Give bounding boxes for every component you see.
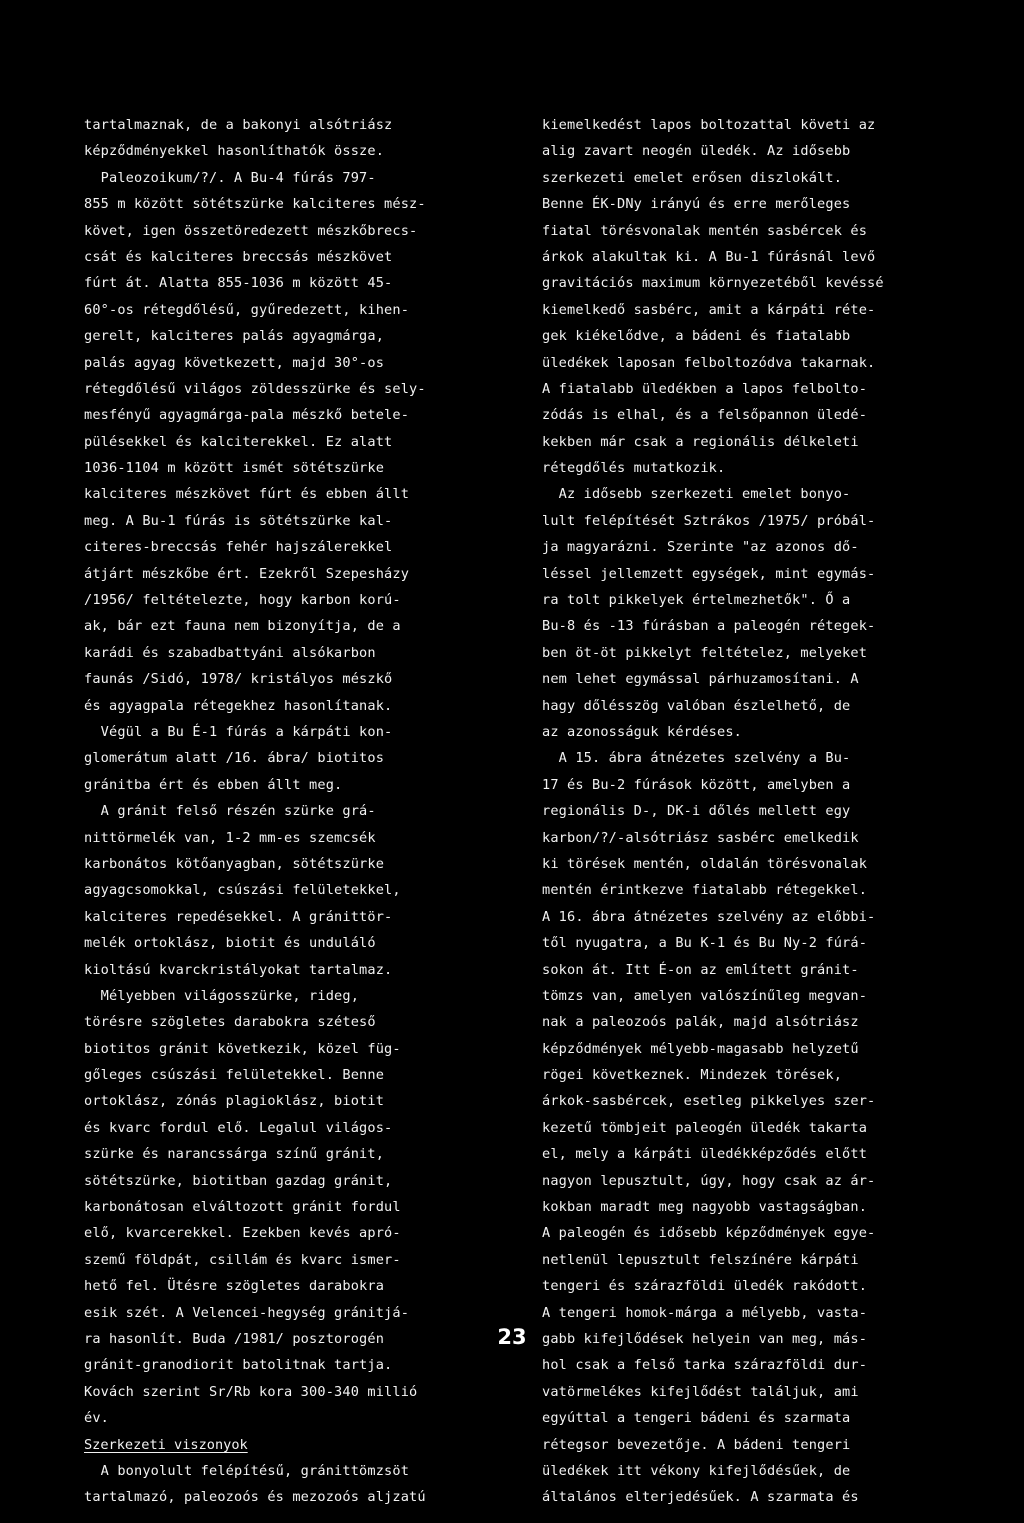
text-line: meg. A Bu-1 fúrás is sötétszürke kal-: [84, 512, 393, 529]
text-line: vatörmelékes kifejlődést találjuk, ami: [542, 1383, 859, 1400]
text-line: kalciteres repedésekkel. A gránittör-: [84, 908, 393, 925]
text-line: citeres-breccsás fehér hajszálerekkel: [84, 539, 393, 556]
text-line: nittörmelék van, 1-2 mm-es szemcsék: [84, 829, 376, 846]
text-line: ra tolt pikkelyek értelmezhetők". Ő a: [542, 592, 851, 609]
text-line: rétegdőlés mutatkozik.: [542, 460, 726, 477]
text-line: A bonyolult felépítésű, gránittömzsöt: [84, 1462, 410, 1479]
text-line: palás agyag következett, majd 30°-os: [84, 354, 385, 371]
text-line: el, mely a kárpáti üledékképződés előtt: [542, 1146, 868, 1163]
text-line: sötétszürke, biotitban gazdag gránit,: [84, 1172, 393, 1189]
text-line: hető fel. Ütésre szögletes darabokra: [84, 1278, 385, 1295]
text-line: A tengeri homok-márga a mélyebb, vasta-: [542, 1304, 868, 1321]
text-line: rétegsor bevezetője. A bádeni tengeri: [542, 1436, 851, 1453]
text-line: karádi és szabadbattyáni alsókarbon: [84, 644, 376, 661]
text-line: léssel jellemzett egységek, mint egymás-: [542, 565, 876, 582]
text-line: nem lehet egymással párhuzamosítani. A: [542, 671, 859, 688]
text-line: sokon át. Itt É-on az említett gránit-: [542, 961, 859, 978]
text-line: biotitos gránit következik, közel füg-: [84, 1040, 401, 1057]
text-line: zódás is elhal, és a felsőpannon üledé-: [542, 407, 868, 424]
text-line: ben öt-öt pikkelyt feltételez, melyeket: [542, 644, 868, 661]
text-line: A fiatalabb üledékben a lapos felbolto-: [542, 380, 868, 397]
text-line: A gránit felső részén szürke grá-: [84, 803, 376, 820]
text-line: tartalmaznak, de a bakonyi alsótriász: [84, 117, 393, 133]
text-line: kioltású kvarckristályokat tartalmaz.: [84, 961, 393, 978]
text-line: nagyon lepusztult, úgy, hogy csak az ár-: [542, 1172, 876, 1189]
text-line: regionális D-, DK-i dőlés mellett egy: [542, 803, 851, 820]
text-line: kiemelkedést lapos boltozattal követi az: [542, 117, 876, 133]
text-line: alig zavart neogén üledék. Az idősebb: [542, 143, 851, 160]
text-line: 855 m között sötétszürke kalciteres mész-: [84, 196, 426, 213]
text-line: szürke és narancssárga színű gránit,: [84, 1146, 385, 1163]
text-line: kezetű tömbjeit paleogén üledék takarta: [542, 1119, 868, 1136]
text-line: tengeri és szárazföldi üledék rakódott.: [542, 1278, 868, 1295]
text-line: csát és kalciteres breccsás mészkövet: [84, 248, 393, 265]
text-line: /1956/ feltételezte, hogy karbon korú-: [84, 592, 401, 609]
text-line: Benne ÉK-DNy irányú és erre merőleges: [542, 196, 851, 213]
text-line: agyagcsomokkal, csúszási felületekkel,: [84, 882, 401, 899]
page-number: 23: [497, 1325, 527, 1349]
text-line: általános elterjedésűek. A szarmata és: [542, 1489, 859, 1506]
text-line: képződményekkel hasonlíthatók össze.: [84, 143, 385, 160]
text-line: hol csak a felső tarka szárazföldi dur-: [542, 1357, 868, 1374]
text-line: kalciteres mészkövet fúrt és ebben állt: [84, 486, 410, 503]
text-line: A 15. ábra átnézetes szelvény a Bu-: [542, 750, 851, 767]
left-text-column: [84, 112, 502, 1511]
text-line: Bu-8 és -13 fúrásban a paleogén rétegek-: [542, 618, 876, 635]
text-line: szerkezeti emelet erősen diszlokált.: [542, 169, 843, 186]
text-line: gek kiékelődve, a bádeni és fiatalabb: [542, 328, 851, 345]
text-line: faunás /Sidó, 1978/ kristályos mészkő: [84, 671, 393, 688]
text-line: től nyugatra, a Bu K-1 és Bu Ny-2 fúrá-: [542, 935, 868, 952]
text-line: az azonosságuk kérdéses.: [542, 723, 743, 740]
text-line: képződmények mélyebb-magasabb helyzetű: [542, 1040, 859, 1057]
text-line: netlenül lepusztult felszínére kárpáti: [542, 1251, 859, 1268]
text-line: törésre szögletes darabokra széteső: [84, 1014, 376, 1031]
text-line: 60°-os rétegdőlésű, gyűredezett, kihen-: [84, 301, 410, 318]
text-line: ortoklász, zónás plagioklász, biotit: [84, 1093, 385, 1110]
text-line: pülésekkel és kalciterekkel. Ez alatt: [84, 433, 393, 450]
text-line: üledékek laposan felboltozódva takarnak.: [542, 354, 876, 371]
text-line: karbon/?/-alsótriász sasbérc emelkedik: [542, 829, 859, 846]
text-line: kiemelkedő sasbérc, amit a kárpáti réte-: [542, 301, 876, 318]
text-line: év.: [84, 1410, 110, 1427]
text-line: glomerátum alatt /16. ábra/ biotitos: [84, 750, 385, 767]
text-line: fiatal törésvonalak mentén sasbércek és: [542, 222, 868, 239]
text-line: árkok alakultak ki. A Bu-1 fúrásnál levő: [542, 248, 876, 265]
text-line: Paleozoikum/?/. A Bu-4 fúrás 797-: [84, 169, 376, 186]
right-text-column: [542, 112, 942, 1511]
text-line: mentén érintkezve fiatalabb rétegekkel.: [542, 882, 868, 899]
text-line: és kvarc fordul elő. Legalul világos-: [84, 1119, 393, 1136]
text-line: elő, kvarcerekkel. Ezekben kevés apró-: [84, 1225, 401, 1242]
text-line: tömzs van, amelyen valószínűleg megvan-: [542, 987, 868, 1004]
text-line: gőleges csúszási felületekkel. Benne: [84, 1067, 385, 1084]
text-line: hagy dőlésszög valóban észlelhető, de: [542, 697, 851, 714]
text-line: karbonátos kötőanyagban, sötétszürke: [84, 855, 385, 872]
text-line: 1036-1104 m között ismét sötétszürke: [84, 460, 385, 477]
text-line: gránitba ért és ebben állt meg.: [84, 776, 343, 793]
text-line: kekben már csak a regionális délkeleti: [542, 433, 859, 450]
text-line: kokban maradt meg nagyobb vastagságban.: [542, 1199, 868, 1216]
text-line: gravitációs maximum környezetéből kevéssé: [542, 275, 884, 292]
text-line: gabb kifejlődések helyein van meg, más-: [542, 1330, 868, 1347]
text-line: tartalmazó, paleozoós és mezozoós aljzatú: [84, 1489, 426, 1506]
text-line: ak, bár ezt fauna nem bizonyítja, de a: [84, 618, 401, 635]
text-line: ki törések mentén, oldalán törésvonalak: [542, 855, 868, 872]
text-line: gránit-granodiorit batolitnak tartja.: [84, 1357, 393, 1374]
text-line: A 16. ábra átnézetes szelvény az előbbi-: [542, 908, 876, 925]
section-heading: Szerkezeti viszonyok: [84, 1436, 248, 1453]
text-line: karbonátosan elváltozott gránit fordul: [84, 1199, 401, 1216]
text-line: Végül a Bu É-1 fúrás a kárpáti kon-: [84, 723, 393, 740]
text-line: Kovách szerint Sr/Rb kora 300-340 millió: [84, 1383, 418, 1400]
text-line: ja magyarázni. Szerinte "az azonos dő-: [542, 539, 859, 556]
text-line: nak a paleozoós palák, majd alsótriász: [542, 1014, 859, 1031]
text-line: szemű földpát, csillám és kvarc ismer-: [84, 1251, 401, 1268]
text-line: egyúttal a tengeri bádeni és szarmata: [542, 1410, 851, 1427]
text-line: A paleogén és idősebb képződmények egye-: [542, 1225, 876, 1242]
text-line: üledékek itt vékony kifejlődésűek, de: [542, 1462, 851, 1479]
text-line: árkok-sasbércek, esetleg pikkelyes szer-: [542, 1093, 876, 1110]
text-line: rögei következnek. Mindezek törések,: [542, 1067, 843, 1084]
text-line: Az idősebb szerkezeti emelet bonyo-: [542, 486, 851, 503]
text-line: lult felépítését Sztrákos /1975/ próbál-: [542, 512, 876, 529]
text-line: Mélyebben világosszürke, rideg,: [84, 987, 360, 1004]
text-line: gerelt, kalciteres palás agyagmárga,: [84, 328, 385, 345]
text-line: esik szét. A Velencei-hegység gránitjá-: [84, 1304, 410, 1321]
text-line: rétegdőlésű világos zöldesszürke és sely-: [84, 380, 426, 397]
text-line: mesfényű agyagmárga-pala mészkő betele-: [84, 407, 410, 424]
text-line: melék ortoklász, biotit és unduláló: [84, 935, 376, 952]
text-line: fúrt át. Alatta 855-1036 m között 45-: [84, 275, 393, 292]
text-line: és agyagpala rétegekhez hasonlítanak.: [84, 697, 393, 714]
text-line: átjárt mészkőbe ért. Ezekről Szepesházy: [84, 565, 410, 582]
text-line: ra hasonlít. Buda /1981/ posztorogén: [84, 1330, 385, 1347]
text-line: követ, igen összetöredezett mészkőbrecs-: [84, 222, 418, 239]
text-line: 17 és Bu-2 fúrások között, amelyben a: [542, 776, 851, 793]
